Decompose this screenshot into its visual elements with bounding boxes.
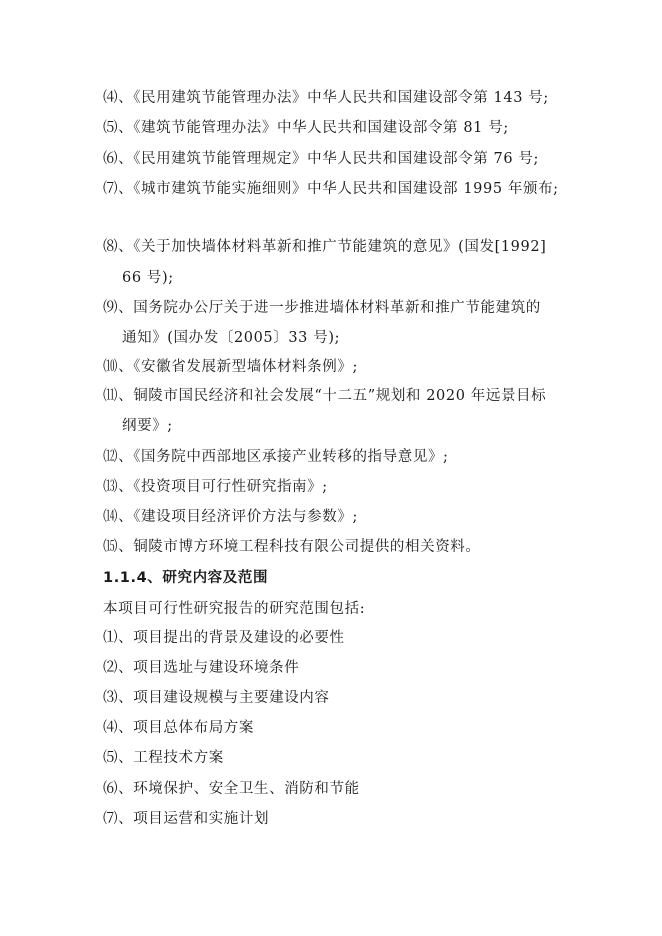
reference-item: ⒀、《投资项目可行性研究指南》; [103,479,328,495]
reference-item-continuation: 纲要》; [122,418,173,434]
scope-item: ⑴、项目提出的背景及建设的必要性 [103,630,345,646]
reference-item-continuation: 通知》(国办发〔2005〕33 号); [122,330,341,346]
reference-item: ⒂、铜陵市博方环境工程科技有限公司提供的相关资料。 [103,539,481,555]
reference-item: ⑷、《民用建筑节能管理办法》中华人民共和国建设部令第 143 号; [103,90,549,106]
reference-item: ⒁、《建设项目经济评价方法与参数》; [103,509,358,525]
scope-item: ⑺、项目运营和实施计划 [103,811,270,827]
scope-item: ⑵、项目选址与建设环境条件 [103,660,300,676]
reference-item: ⑿、《国务院中西部地区承接产业转移的指导意见》; [103,449,449,465]
reference-item: ⑸、《建筑节能管理办法》中华人民共和国建设部令第 81 号; [103,120,509,136]
reference-item: ⑼、国务院办公厅关于进一步推进墙体材料革新和推广节能建筑的 [103,300,541,316]
reference-item: ⑻、《关于加快墙体材料革新和推广节能建筑的意见》(国发[1992] [103,239,547,255]
scope-item: ⑸、工程技术方案 [103,750,224,766]
section-intro: 本项目可行性研究报告的研究范围包括: [103,601,366,617]
reference-item: ⑹、《民用建筑节能管理规定》中华人民共和国建设部令第 76 号; [103,151,540,167]
reference-item: ⑺、《城市建筑节能实施细则》中华人民共和国建设部 1995 年颁布; [103,181,559,197]
scope-item: ⑹、环境保护、安全卫生、消防和节能 [103,781,360,797]
reference-item-continuation: 66 号); [122,270,174,286]
scope-item: ⑶、项目建设规模与主要建设内容 [103,690,330,706]
reference-item: ⑽、《安徽省发展新型墙体材料条例》; [103,359,358,375]
reference-item: ⑾、铜陵市国民经济和社会发展“十二五”规划和 2020 年远景目标 [103,388,547,404]
scope-item: ⑷、项目总体布局方案 [103,720,254,736]
section-heading: 1.1.4、研究内容及范围 [103,570,269,586]
